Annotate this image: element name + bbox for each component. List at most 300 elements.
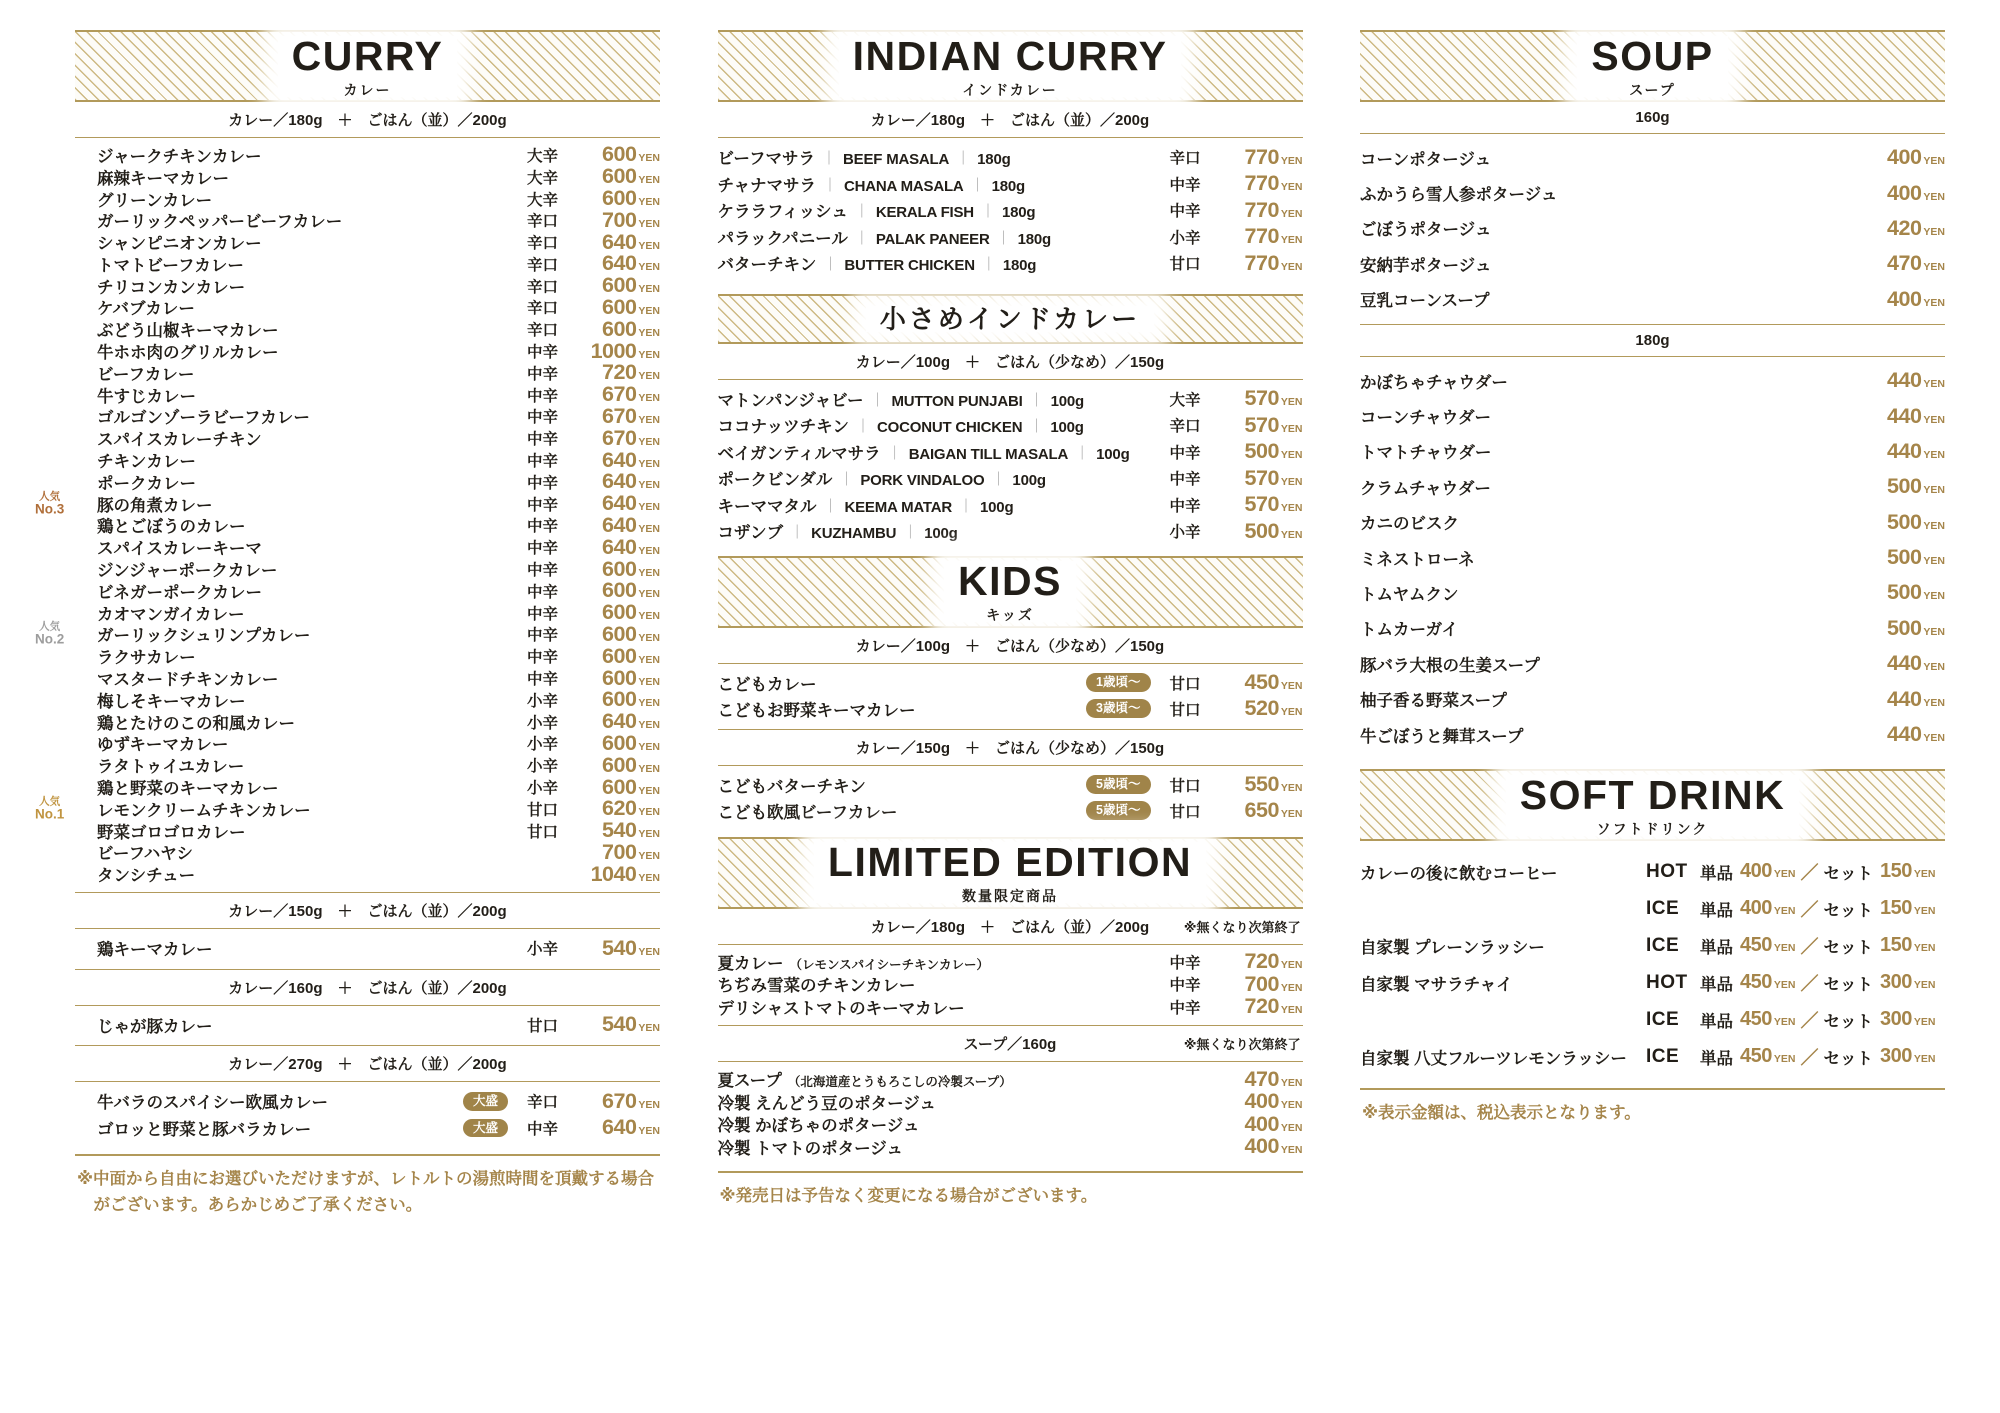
small-indian-size-note: カレー／100g ＋ ごはん（少なめ）／150g	[718, 344, 1303, 380]
yen-suffix: YEN	[1923, 261, 1945, 274]
menu-item-row	[75, 711, 660, 733]
separator: ｜	[856, 418, 871, 435]
item-name: バターチキン ｜ BUTTER CHICKEN ｜ 180g	[717, 256, 1037, 275]
curry-header-band	[75, 30, 660, 102]
menu-item-row	[1360, 681, 1945, 716]
menu-item-row	[75, 471, 660, 493]
item-name: ポークビンダル ｜ PORK VINDALOO ｜ 100g	[717, 471, 1046, 490]
softdrink-footnote: ※表示金額は、税込表示となります。	[1360, 1088, 1945, 1126]
yen-suffix: YEN	[638, 152, 660, 165]
curry-title-jp: カレー	[343, 81, 392, 98]
soup-list-1	[1360, 134, 1945, 320]
item-name: こども欧風ビーフカレー	[717, 803, 898, 822]
menu-item-row	[75, 776, 660, 798]
item-size: 100g	[1096, 445, 1130, 463]
indian-kids-limited-section	[718, 30, 1303, 1219]
curry-list-3	[75, 1006, 660, 1042]
item-name-en: BAIGAN TILL MASALA	[908, 445, 1069, 463]
item-name: ゴロッと野菜と豚バラカレー	[97, 1120, 312, 1139]
item-name: 豚の角煮カレー	[97, 496, 213, 515]
spice-level: 中辛	[526, 627, 558, 645]
spice-level: 辛口	[526, 1094, 558, 1112]
item-note: （レモンスパイシーチキンカレー）	[789, 957, 990, 972]
item-name: コーンポタージュ	[1360, 150, 1492, 169]
item-price: 400 YEN	[1244, 1111, 1303, 1136]
menu-item-row	[75, 1012, 660, 1039]
item-price: 600 YEN	[602, 294, 660, 319]
yen-suffix: YEN	[1280, 959, 1303, 972]
item-name: トムカーガイ	[1360, 621, 1459, 640]
spice-level: 中辛	[526, 344, 558, 362]
set-label: セット	[1823, 975, 1873, 994]
item-name: ラクサカレー	[97, 649, 196, 668]
item-price: 720 YEN	[1244, 994, 1303, 1019]
item-name: ビーフカレー	[97, 365, 195, 384]
menu-item-row	[1360, 540, 1945, 575]
item-name: ガーリックペッパービーフカレー	[97, 213, 343, 232]
spice-level: 辛口	[526, 235, 558, 253]
softdrink-title-jp: ソフトドリンク	[1596, 820, 1709, 837]
yen-suffix: YEN	[638, 945, 660, 958]
spice-level: 中辛	[526, 649, 558, 667]
yen-suffix: YEN	[1913, 1016, 1936, 1029]
spice-level: 辛口	[1169, 150, 1201, 168]
limited-title-jp: 数量限定商品	[962, 888, 1058, 904]
yen-suffix: YEN	[1773, 979, 1796, 992]
item-name-en: CHANA MASALA	[844, 177, 964, 195]
yen-suffix: YEN	[638, 326, 660, 339]
item-name: ケバブカレー	[97, 300, 195, 319]
spice-level: 大辛	[526, 147, 558, 165]
yen-suffix: YEN	[1280, 207, 1303, 220]
item-price: 500 YEN	[1887, 474, 1945, 499]
popularity-badge: 人気 No.1	[35, 795, 65, 822]
item-name-en: COCONUT CHICKEN	[877, 419, 1023, 437]
solo-price: 450 YEN	[1740, 934, 1796, 957]
item-price: 420 YEN	[1887, 215, 1945, 240]
spice-level: 小辛	[1169, 229, 1201, 247]
set-label: セット	[1823, 864, 1873, 883]
item-size: 100g	[1012, 472, 1046, 490]
curry-size-note-4: カレー／270g ＋ ごはん（並）／200g	[75, 1045, 660, 1082]
drink-item-row	[1360, 890, 1945, 927]
limited-header-title	[814, 839, 1206, 904]
spice-level: 中辛	[526, 671, 558, 689]
slash-separator: ／	[1800, 1010, 1819, 1031]
yen-suffix: YEN	[638, 849, 660, 862]
yen-suffix: YEN	[638, 784, 660, 797]
item-price: 620 YEN	[602, 796, 660, 821]
popularity-badge: 人気 No.3	[35, 490, 65, 517]
curry-list-4	[75, 1082, 660, 1144]
item-name: マトンパンジャビー ｜ MUTTON PUNJABI ｜ 100g	[717, 391, 1084, 410]
item-price: 540 YEN	[602, 818, 660, 843]
spice-level: 中辛	[526, 453, 558, 471]
slash-separator: ／	[1800, 973, 1819, 994]
item-size: 100g	[1050, 392, 1084, 410]
item-name: クラムチャウダー	[1360, 479, 1491, 498]
item-name-en: PALAK PANEER	[875, 230, 990, 248]
item-price: 640 YEN	[602, 709, 660, 734]
soup-list-2	[1360, 357, 1945, 755]
spice-level: 中辛	[526, 540, 558, 558]
yen-suffix: YEN	[1913, 942, 1936, 955]
menu-item-row	[718, 996, 1303, 1019]
curry-size-note-2: カレー／150g ＋ ごはん（並）／200g	[75, 892, 660, 929]
item-name: チキンカレー	[97, 453, 196, 472]
kids-list-2	[718, 766, 1303, 827]
item-price: 500 YEN	[1244, 439, 1303, 464]
curry-title-en: CURRY	[291, 32, 444, 79]
yen-suffix: YEN	[638, 1125, 660, 1138]
spice-level: 甘口	[1169, 777, 1201, 795]
spice-level: 大辛	[526, 191, 558, 209]
item-price: 770 YEN	[1244, 250, 1303, 275]
yen-suffix: YEN	[638, 631, 660, 644]
drink-item-row	[1360, 853, 1945, 890]
drink-item-row	[1360, 1001, 1945, 1038]
softdrink-title-en: SOFT DRINK	[1519, 771, 1786, 818]
spice-level: 中辛	[1169, 203, 1201, 221]
menu-item-row	[75, 754, 660, 776]
item-name: ココナッツチキン ｜ COCONUT CHICKEN ｜ 100g	[717, 418, 1084, 437]
solo-label: 単品	[1700, 1012, 1733, 1031]
yen-suffix: YEN	[638, 435, 660, 448]
menu-item-row	[75, 318, 660, 340]
set-price: 300 YEN	[1879, 1008, 1936, 1031]
yen-suffix: YEN	[638, 239, 660, 252]
menu-item-row	[1360, 469, 1945, 504]
yen-suffix: YEN	[638, 1098, 660, 1111]
item-price: 400 YEN	[1244, 1089, 1303, 1114]
menu-item-row	[1360, 363, 1945, 398]
limited-list-2	[718, 1062, 1303, 1161]
item-price: 440 YEN	[1887, 403, 1945, 428]
yen-suffix: YEN	[1280, 528, 1303, 541]
temperature-label: ICE	[1646, 897, 1680, 919]
yen-suffix: YEN	[638, 370, 660, 383]
spice-level: 大辛	[1169, 391, 1201, 409]
item-name: タンシチュー	[97, 867, 196, 886]
yen-suffix: YEN	[1280, 396, 1303, 409]
item-name-en: KERALA FISH	[875, 204, 974, 222]
yen-suffix: YEN	[638, 762, 660, 775]
item-price: 1000 YEN	[590, 338, 660, 363]
separator: ｜	[839, 471, 854, 488]
menu-item-row	[75, 362, 660, 384]
menu-item-row	[75, 602, 660, 624]
softdrink-list	[1360, 841, 1945, 1078]
item-price: 570 YEN	[1244, 412, 1303, 437]
solo-label: 単品	[1700, 864, 1733, 883]
menu-item-row	[75, 294, 660, 319]
yen-suffix: YEN	[638, 740, 660, 753]
item-price: 600 YEN	[602, 621, 660, 646]
item-price: 640 YEN	[602, 1115, 660, 1140]
menu-item-row	[718, 492, 1303, 519]
yen-suffix: YEN	[1280, 981, 1303, 994]
yen-suffix: YEN	[638, 544, 660, 557]
solo-price: 400 YEN	[1740, 897, 1796, 920]
soup-title-en: SOUP	[1591, 32, 1714, 79]
spice-level: 小辛	[526, 736, 558, 754]
menu-item-row	[718, 518, 1303, 545]
separator: ｜	[996, 229, 1011, 246]
menu-item-row	[718, 1091, 1303, 1114]
set-label: セット	[1823, 1049, 1873, 1068]
set-label: セット	[1823, 901, 1873, 920]
menu-item-row	[35, 795, 660, 822]
item-price: 600 YEN	[602, 665, 660, 690]
kids-title-en: KIDS	[958, 558, 1062, 604]
item-name: 夏スープ （北海道産とうもろこしの冷製スープ）	[717, 1072, 1012, 1091]
drink-item-row	[1360, 964, 1945, 1001]
temperature-label: ICE	[1646, 1008, 1680, 1030]
age-badge: 5歳頃～	[1086, 801, 1150, 820]
yen-suffix: YEN	[1280, 706, 1303, 718]
item-name: 冷製 えんどう豆のポタージュ	[717, 1094, 936, 1113]
set-price: 300 YEN	[1879, 971, 1936, 994]
small-indian-title: 小さめインドカレー	[879, 303, 1141, 334]
slash-separator: ／	[1800, 1047, 1819, 1068]
kids-list-1	[718, 664, 1303, 725]
item-name: 安納芋ポタージュ	[1360, 256, 1492, 275]
yen-suffix: YEN	[1280, 181, 1303, 194]
yen-suffix: YEN	[1913, 868, 1936, 881]
menu-item-row	[718, 224, 1303, 251]
soup-size-note-1: 160g	[1360, 102, 1945, 134]
item-name: 牛ごぼうと舞茸スープ	[1360, 727, 1524, 746]
item-price: 670 YEN	[602, 403, 660, 428]
item-name: 鶏とごぼうのカレー	[97, 518, 246, 537]
yen-suffix: YEN	[1773, 1016, 1796, 1029]
solo-label: 単品	[1700, 1049, 1733, 1068]
kids-title-jp: キッズ	[986, 607, 1034, 623]
spice-level: 大辛	[526, 169, 558, 187]
item-name: 鶏キーマカレー	[97, 941, 213, 960]
separator: ｜	[823, 176, 838, 193]
separator: ｜	[854, 229, 869, 246]
menu-item-row	[75, 384, 660, 406]
spice-level: 中辛	[526, 409, 558, 427]
separator: ｜	[790, 524, 805, 541]
set-price: 150 YEN	[1879, 897, 1936, 920]
yen-suffix: YEN	[638, 304, 660, 317]
menu-item-row	[75, 512, 660, 537]
item-name: コーンチャウダー	[1360, 409, 1492, 428]
menu-item-row	[75, 188, 660, 210]
serving-badge: 大盛	[463, 1092, 508, 1111]
separator: ｜	[1075, 444, 1090, 461]
item-name-en: BEEF MASALA	[843, 151, 950, 169]
small-indian-list	[718, 380, 1303, 548]
yen-suffix: YEN	[638, 196, 660, 208]
item-price: 700 YEN	[602, 207, 660, 232]
spice-level: 甘口	[1169, 803, 1201, 821]
soldout-note: ※無くなり次第終了	[1183, 1037, 1301, 1052]
item-price: 400 YEN	[1244, 1134, 1303, 1159]
separator: ｜	[981, 256, 996, 273]
slash-separator: ／	[1800, 899, 1819, 920]
soup-drink-section	[1360, 30, 1945, 1219]
spice-level: 中辛	[526, 431, 558, 449]
item-price: 640 YEN	[602, 251, 660, 276]
yen-suffix: YEN	[1280, 1121, 1303, 1134]
spice-level: 中辛	[1169, 176, 1201, 194]
spice-level: 辛口	[526, 322, 558, 340]
item-name: 鶏と野菜のキーマカレー	[97, 780, 279, 799]
item-price: 720 YEN	[602, 360, 660, 385]
item-size: 180g	[1001, 204, 1036, 222]
drink-item-row	[1360, 1038, 1945, 1075]
spice-level: 中辛	[526, 496, 558, 514]
yen-suffix: YEN	[638, 828, 660, 841]
menu-item-row	[75, 231, 660, 253]
spice-level: 小辛	[526, 941, 558, 959]
item-price: 600 YEN	[602, 164, 660, 189]
indian-title-en: INDIAN CURRY	[852, 32, 1168, 79]
yen-suffix: YEN	[638, 501, 660, 514]
item-name: 柚子香る野菜スープ	[1360, 692, 1507, 711]
menu-item-row	[718, 696, 1303, 722]
spice-level: 小辛	[526, 714, 558, 732]
menu-item-row	[75, 166, 660, 188]
separator: ｜	[959, 497, 974, 514]
serving-badge: 大盛	[463, 1119, 508, 1138]
item-note: （北海道産とうもろこしの冷製スープ）	[787, 1075, 1012, 1090]
item-name-en: MUTTON PUNJABI	[891, 392, 1023, 410]
item-name: こどもバターチキン	[717, 777, 866, 796]
item-price: 440 YEN	[1887, 651, 1945, 676]
temperature-label: ICE	[1646, 934, 1680, 956]
item-price: 600 YEN	[602, 186, 660, 210]
item-price: 640 YEN	[602, 229, 660, 254]
spice-level: 中辛	[526, 1120, 558, 1138]
item-price: 640 YEN	[602, 447, 660, 472]
menu-item-row	[75, 449, 660, 471]
yen-suffix: YEN	[1773, 868, 1796, 881]
separator: ｜	[822, 150, 837, 167]
age-badge: 5歳頃～	[1086, 775, 1150, 794]
yen-suffix: YEN	[1280, 782, 1303, 794]
item-price: 450 YEN	[1244, 670, 1303, 694]
item-name: ラタトゥイユカレー	[97, 758, 245, 777]
spice-level: 中辛	[1169, 471, 1201, 489]
item-price: 500 YEN	[1887, 545, 1945, 570]
item-price: 700 YEN	[602, 839, 660, 864]
temperature-label: HOT	[1646, 860, 1688, 882]
item-name: ちぢみ雪菜のチキンカレー	[717, 977, 916, 996]
item-name: カレーの後に飲むコーヒー	[1360, 864, 1558, 883]
curry-list-1	[35, 138, 660, 888]
curry-header-title	[278, 32, 458, 98]
item-price: 470 YEN	[1887, 251, 1945, 276]
item-name: ごぼうポタージュ	[1360, 221, 1492, 240]
item-price: 600 YEN	[602, 142, 660, 167]
item-price: 500 YEN	[1887, 615, 1945, 640]
item-name: ビーフハヤシ	[97, 845, 194, 864]
yen-suffix: YEN	[1280, 260, 1303, 273]
item-price: 640 YEN	[602, 469, 660, 494]
menu-item-row	[718, 1136, 1303, 1159]
yen-suffix: YEN	[1280, 234, 1303, 247]
item-name: ゴルゴンゾーラビーフカレー	[97, 409, 310, 428]
item-name: ベイガンティルマサラ ｜ BAIGAN TILL MASALA ｜ 100g	[717, 444, 1130, 463]
limited-title-en: LIMITED EDITION	[827, 839, 1193, 885]
spice-level: 甘口	[526, 823, 558, 841]
item-name: 牛すじカレー	[97, 387, 196, 406]
spice-level: 中辛	[1169, 977, 1201, 995]
item-price: 440 YEN	[1887, 722, 1945, 747]
slash-separator: ／	[1800, 936, 1819, 957]
yen-suffix: YEN	[1923, 296, 1945, 309]
limited-size-note-1: カレー／180g ＋ ごはん（並）／200g ※無くなり次第終了	[718, 909, 1303, 945]
menu-item-row	[75, 144, 660, 166]
indian-list	[718, 138, 1303, 280]
yen-suffix: YEN	[638, 283, 660, 296]
item-price: 600 YEN	[602, 752, 660, 777]
solo-price: 450 YEN	[1740, 1008, 1796, 1031]
menu-item-row	[718, 973, 1303, 996]
menu-item-row	[75, 209, 660, 231]
item-name: 自家製 八丈フルーツレモンラッシー	[1360, 1049, 1627, 1068]
item-size: 100g	[924, 525, 958, 543]
yen-suffix: YEN	[1923, 378, 1945, 391]
item-name: 豆乳コーンスープ	[1360, 292, 1490, 311]
yen-suffix: YEN	[638, 697, 660, 710]
item-size: 100g	[1050, 419, 1084, 437]
item-name: ジンジャーポークカレー	[97, 562, 278, 581]
yen-suffix: YEN	[1923, 484, 1945, 497]
item-price: 400 YEN	[1887, 286, 1945, 311]
yen-suffix: YEN	[638, 392, 660, 405]
kids-header-title	[944, 558, 1076, 623]
item-name: チャナマサラ ｜ CHANA MASALA ｜ 180g	[717, 176, 1025, 195]
item-name: コザンブ ｜ KUZHAMBU ｜ 100g	[717, 524, 958, 543]
yen-suffix: YEN	[638, 413, 660, 426]
curry-size-note-1: カレー／180g ＋ ごはん（並）／200g	[75, 102, 660, 138]
item-name: 冷製 トマトのポタージュ	[717, 1139, 903, 1158]
item-name: ケララフィッシュ ｜ KERALA FISH ｜ 180g	[717, 203, 1036, 222]
spice-level: 辛口	[526, 278, 558, 296]
item-price: 540 YEN	[602, 935, 660, 960]
menu-item-row	[718, 171, 1303, 198]
item-name: スパイスカレーチキン	[97, 431, 262, 450]
separator: ｜	[903, 524, 918, 541]
menu-item-row	[75, 253, 660, 275]
solo-label: 単品	[1700, 938, 1733, 957]
spice-level: 中辛	[526, 583, 558, 601]
yen-suffix: YEN	[1773, 1053, 1796, 1066]
menu-item-row	[35, 490, 660, 517]
menu-item-row	[75, 558, 660, 580]
yen-suffix: YEN	[1280, 1076, 1303, 1089]
menu-item-row	[1360, 717, 1945, 752]
item-name: ジャークチキンカレー	[97, 147, 262, 166]
set-label: セット	[1823, 1012, 1873, 1031]
item-price: 470 YEN	[1244, 1066, 1303, 1091]
yen-suffix: YEN	[1280, 808, 1303, 820]
item-name: グリーンカレー	[97, 191, 213, 210]
item-name: ゆずキーマカレー	[97, 736, 229, 755]
spice-level: 甘口	[1169, 256, 1201, 274]
item-price: 520 YEN	[1244, 696, 1303, 720]
item-name-en: KEEMA MATAR	[844, 498, 953, 516]
solo-price: 450 YEN	[1740, 971, 1796, 994]
item-name: レモンクリームチキンカレー	[97, 801, 311, 820]
item-name: かぼちゃチャウダー	[1360, 373, 1508, 392]
separator: ｜	[887, 444, 902, 461]
